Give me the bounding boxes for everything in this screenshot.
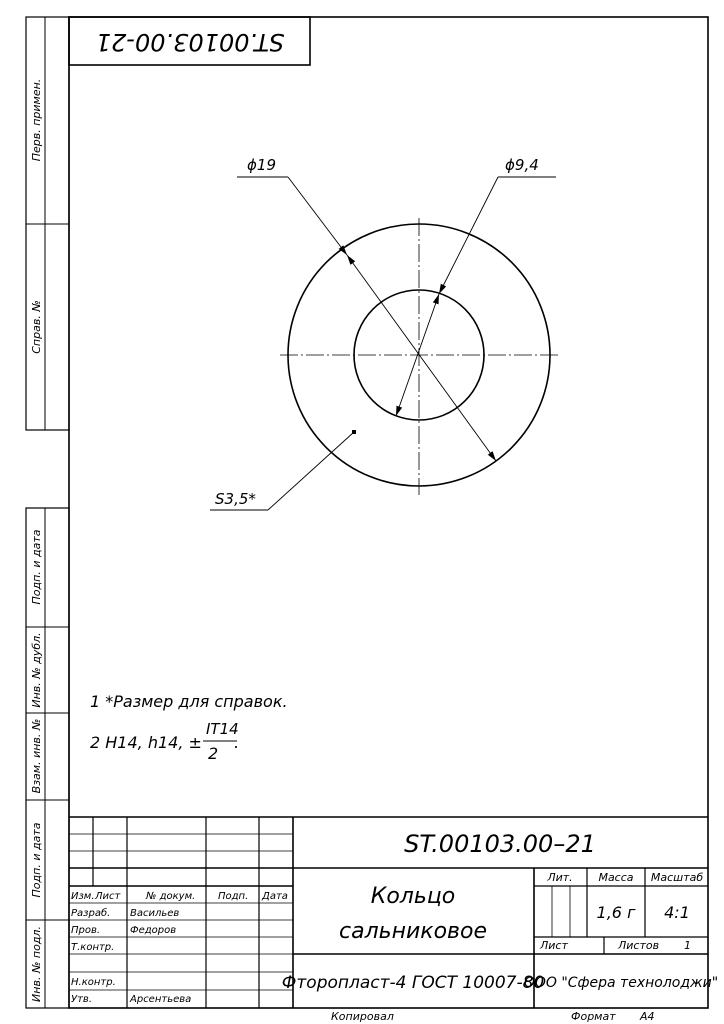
material-text: Фторопласт-4 ГОСТ 10007-80 xyxy=(281,973,545,993)
col-izm: Изм. xyxy=(71,891,95,902)
note-2-prefix: 2 H14, h14, ± xyxy=(90,733,202,752)
outer-diameter-label: ϕ19 xyxy=(247,156,276,174)
utv-label: Утв. xyxy=(71,994,92,1005)
part-name-line1: Кольцо xyxy=(370,884,456,909)
technical-notes xyxy=(90,692,288,763)
prov-label: Пров. xyxy=(71,925,101,936)
sheet-frame xyxy=(26,17,708,1008)
col-data: Дата xyxy=(262,891,288,902)
masshtab-label: Масштаб xyxy=(650,871,704,884)
thickness-label: S3,5* xyxy=(215,490,256,508)
tkontr-label: Т.контр. xyxy=(71,942,115,953)
label-vzam-inv: Взам. инв. № xyxy=(30,718,43,794)
note-2-numerator: IT14 xyxy=(206,720,239,738)
massa-value: 1,6 г xyxy=(596,903,636,922)
prov-name: Федоров xyxy=(130,925,177,936)
sheet-footer xyxy=(331,1010,655,1023)
note-2-dot: . xyxy=(234,733,240,752)
nkontr-label: Н.контр. xyxy=(71,977,116,988)
thickness-leader xyxy=(268,432,354,510)
lit-label: Лит. xyxy=(547,871,573,884)
label-podp-data-2: Подп. и дата xyxy=(30,822,43,898)
title-block-code: ST.00103.00–21 xyxy=(404,830,596,858)
inner-diameter-leader xyxy=(439,177,498,294)
title-block xyxy=(69,817,718,1008)
outer-diameter-leader xyxy=(288,177,347,255)
inner-diameter-label: ϕ9,4 xyxy=(505,156,539,174)
ring-view xyxy=(210,156,558,510)
list-label: Лист xyxy=(540,939,568,952)
label-sprav-no: Справ. № xyxy=(30,300,43,354)
label-podp-data-1: Подп. и дата xyxy=(30,529,43,605)
format-value: А4 xyxy=(640,1010,655,1023)
label-perv-primen: Перв. примен. xyxy=(30,78,43,162)
part-name-line2: сальниковое xyxy=(339,919,487,944)
col-list: Лист xyxy=(95,891,121,902)
mirrored-code-text: ST.00103.00-21 xyxy=(95,28,285,56)
note-1: 1 *Размер для справок. xyxy=(90,692,288,711)
company-text: ООО "Сфера технолоджи" xyxy=(523,975,719,991)
utv-name: Арсентьева xyxy=(130,994,192,1005)
kopiroval-text: Копировал xyxy=(331,1010,394,1023)
listov-value: 1 xyxy=(684,939,691,952)
outer-diameter-line xyxy=(347,255,496,461)
massa-label: Масса xyxy=(598,871,634,884)
razrab-name: Васильев xyxy=(130,908,180,919)
mirrored-code-box xyxy=(69,17,310,65)
label-inv-podl: Инв. № подл. xyxy=(30,926,43,1002)
razrab-label: Разраб. xyxy=(71,908,111,919)
left-strip xyxy=(30,79,43,1002)
listov-label: Листов xyxy=(618,939,660,952)
masshtab-value: 4:1 xyxy=(664,903,690,922)
label-inv-dubl: Инв. № дубл. xyxy=(30,632,43,708)
col-docum: № докум. xyxy=(146,891,196,902)
col-podp: Подп. xyxy=(218,891,249,902)
format-label: Формат xyxy=(571,1010,616,1023)
note-2-denominator: 2 xyxy=(208,744,219,763)
